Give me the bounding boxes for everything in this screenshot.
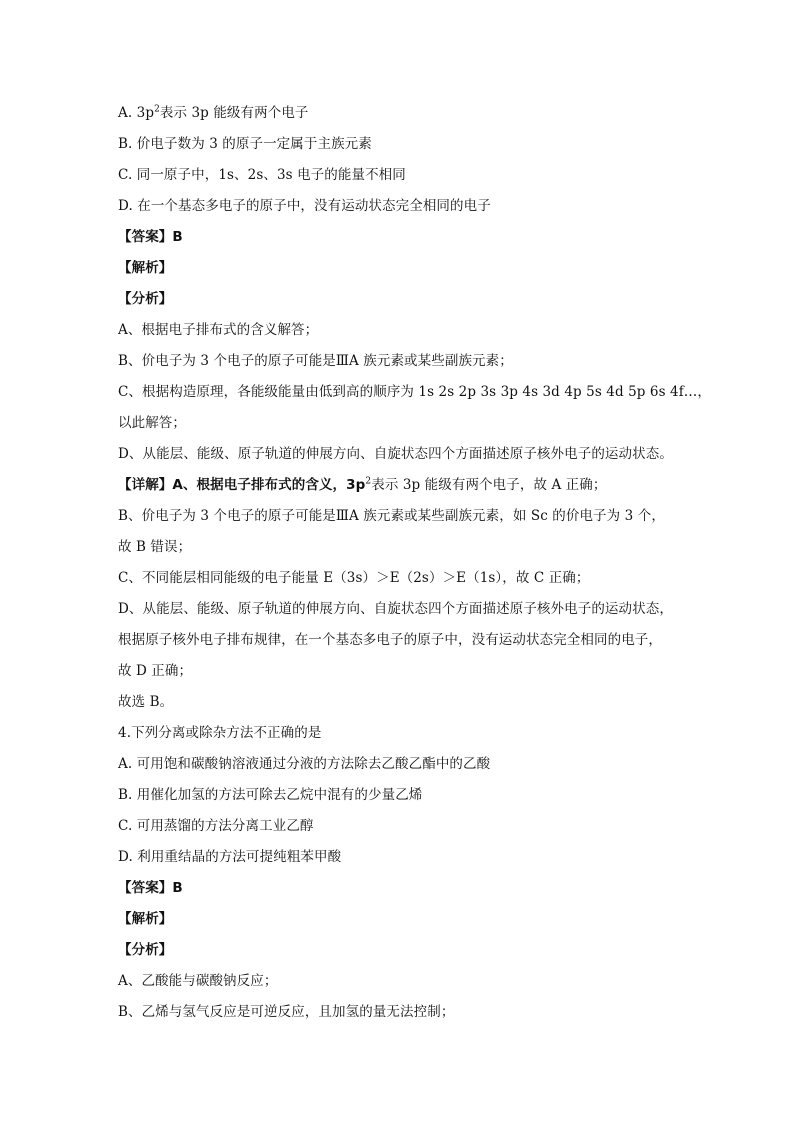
q3-analysis-line: 以此解答； [118,415,186,431]
q4-jiexi-heading: 【解析】 [118,911,173,927]
q3-detail-line: D、从能层、能级、原子轨道的伸展方向、自旋状态四个方面描述原子核外电子的运动状态， [118,601,673,617]
q3-detail-superscript: 2 [365,476,372,487]
q3-analysis-line: B、价电子为 3 个电子的原子可能是ⅢA 族元素或某些副族元素； [118,353,513,369]
q3-fenxi-heading: 【分析】 [118,291,173,307]
q3-answer: 【答案】B [118,229,183,245]
q3-detail-line: 故选 B。 [118,694,174,710]
q3-detail-first [118,476,606,494]
q4-analysis-line: B、乙烯与氢气反应是可逆反应，且加氢的量无法控制； [118,1004,455,1020]
q3-analysis-line: D、从能层、能级、原子轨道的伸展方向、自旋状态四个方面描述原子核外电子的运动状态。 [118,446,673,462]
q4-option-c: C. 可用蒸馏的方法分离工业乙醇 [118,818,314,834]
q3-detail-line: B、价电子为 3 个电子的原子可能是ⅢA 族元素或某些副族元素，如 Sc 的价电子为 3 个， [118,508,665,524]
q3-option-c: C. 同一原子中，1s、2s、3s 电子的能量不相同 [118,167,406,183]
document-page [118,0,711,1123]
q3-analysis-line: C、根据构造原理，各能级能量由低到高的顺序为 1s 2s 2p 3s 3p 4s 3d 4p 5s 4d 5p 6s 4f…， [118,384,711,400]
q4-option-d: D. 利用重结晶的方法可提纯粗苯甲酸 [118,849,342,865]
q4-stem: 4.下列分离或除杂方法不正确的是 [118,725,322,741]
q3-detail-line: 根据原子核外电子排布规律，在一个基态多电子的原子中，没有运动状态完全相同的电子， [118,632,662,648]
q4-option-a: A. 可用饱和碳酸钠溶液通过分液的方法除去乙酸乙酯中的乙酸 [118,756,491,772]
q3-detail-line: 故 B 错误； [118,539,192,555]
q3-jiexi-heading: 【解析】 [118,260,173,276]
q4-analysis-line: A、乙酸能与碳酸钠反应； [118,973,278,989]
q3-option-a-prefix: A. 3p [118,105,155,121]
q4-fenxi-heading: 【分析】 [118,942,173,958]
q3-detail-rest: 表示 3p 能级有两个电子，故 A 正确； [371,477,607,493]
q3-option-a-rest: 表示 3p 能级有两个电子 [159,105,309,121]
q3-detail-prefix: 【详解】A、根据电子排布式的含义，3p [118,477,366,493]
q4-option-b: B. 用催化加氢的方法可除去乙烷中混有的少量乙烯 [118,787,423,803]
q3-detail-line: C、不同能层相同能级的电子能量 E（3s）＞E（2s）＞E（1s），故 C 正确； [118,570,590,586]
q3-option-d: D. 在一个基态多电子的原子中，没有运动状态完全相同的电子 [118,198,491,214]
q3-detail-line: 故 D 正确； [118,663,193,679]
q3-analysis-line: A、根据电子排布式的含义解答； [118,322,319,338]
q4-answer: 【答案】B [118,880,183,896]
q3-option-a-superscript: 2 [154,104,160,115]
q3-option-a [118,104,309,122]
q3-option-b: B. 价电子数为 3 的原子一定属于主族元素 [118,136,372,152]
